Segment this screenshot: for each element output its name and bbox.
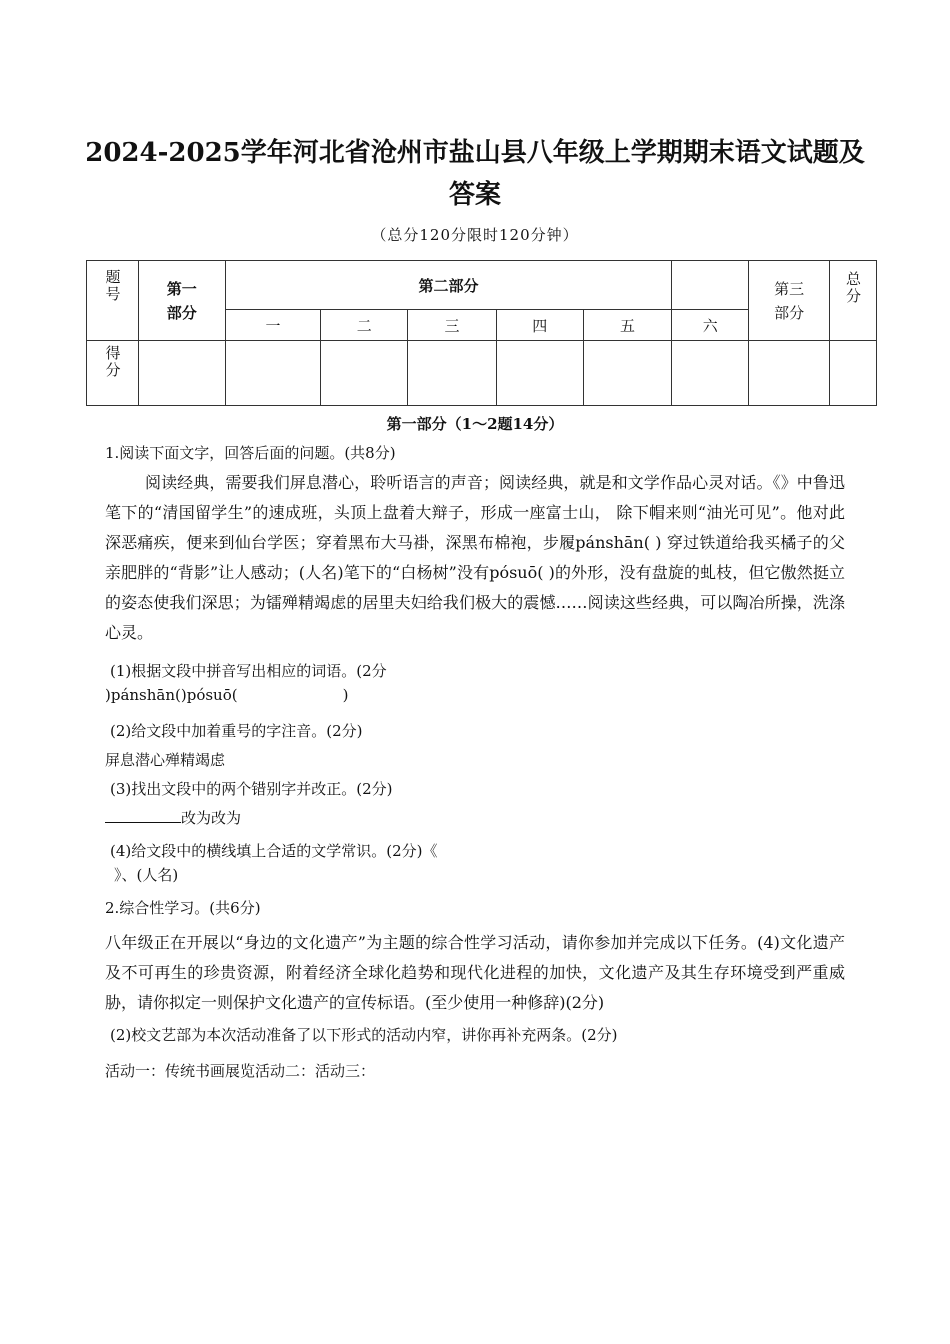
q1-sub3-answer-line [105,807,241,828]
score-table [86,260,877,406]
q1-sub4-answer: 》、(人名) [114,866,179,884]
q1-sub2-words: 屏息潜心殚精竭虑 [105,751,226,769]
part3-header: 第三部分 [749,261,830,341]
score-cell[interactable] [225,341,321,406]
question-1-passage: 阅读经典，需要我们屏息潜心，聆听语言的声音；阅读经典，就是和文学作品心灵对话。《》中鲁迅笔下的“清国留学生”的速成班，头顶上盘着大辩子，形成一座富士山， 除下帽来则“油光可见”。他对此深恶痛疾，便来到仙台学医；穿着黑布大马褂，深黑布棉袍，步履pánshān( ) 穿过铁道给我买橘子的父亲肥胖的“背影”让人感动；(人名)笔下的“白杨树”没有pósuō( )的外形，没有盘旋的虬枝，但它傲然挺立的姿态使我们深思；为镭殚精竭虑的居里夫妇给我们极大的震憾……阅读这些经典，可以陶冶所操，洗涤心灵。 [105,473,845,642]
q1-sub1-answer: )pánshān()pósuō( ) [105,686,349,704]
document-subtitle: （总分120分限时120分钟） [371,226,579,244]
answer-blank[interactable] [105,808,181,823]
subcol-4: 四 [496,310,583,341]
q2-activities: 活动一：传统书画展览活动二：活动三： [105,1062,376,1080]
question-2-intro: 八年级正在开展以“身边的文化遗产”为主题的综合性学习活动，请你参加并完成以下任务。(4)文化遗产及不可再生的珍贵资源，附着经济全球化趋势和现代化进程的加快，文化遗产及其生存环境受到严重威胁，请你拟定一则保护文化遗产的宣传标语。(至少使用一种修辞)(2分) [105,933,845,1012]
score-cell[interactable] [830,341,877,406]
section-heading: 第一部分（1～2题14分） [386,415,564,433]
subcol-1: 一 [225,310,321,341]
score-cell[interactable] [749,341,830,406]
part2-header: 第二部分 [225,261,672,310]
q1-sub2: (2)给文段中加着重号的字注音。(2分) [110,722,363,740]
document-title: 2024-2025学年河北省沧州市盐山县八年级上学期期末语文试题及答案 [85,138,865,210]
q2-sub2: (2)校文艺部为本次活动准备了以下形式的活动内窄，讲你再补充两条。(2分) [110,1026,618,1044]
score-row-label: 得分 [87,341,139,406]
question-2-stem: 2.综合性学习。(共6分) [105,899,261,917]
score-cell[interactable] [672,341,749,406]
score-cell[interactable] [496,341,583,406]
blank-header [672,261,749,310]
q1-sub4: (4)给文段中的横线填上合适的文学常识。(2分)《 [110,842,438,860]
question-1-stem: 1.阅读下面文字，回答后面的问题。(共8分) [105,444,396,462]
score-cell[interactable] [408,341,497,406]
score-cell[interactable] [583,341,672,406]
q1-sub3-answer: 改为改为 [181,809,242,827]
q1-sub3: (3)找出文段中的两个错别字并改正。(2分) [110,780,393,798]
question-no-header: 题号 [87,261,139,341]
subcol-3: 三 [408,310,497,341]
part1-header: 第一部分 [138,261,225,341]
score-cell[interactable] [321,341,408,406]
subcol-2: 二 [321,310,408,341]
score-cell[interactable] [138,341,225,406]
subcol-5: 五 [583,310,672,341]
q1-sub1: (1)根据文段中拼音写出相应的词语。(2分 [110,662,387,680]
subcol-6: 六 [672,310,749,341]
total-header: 总分 [830,261,877,341]
